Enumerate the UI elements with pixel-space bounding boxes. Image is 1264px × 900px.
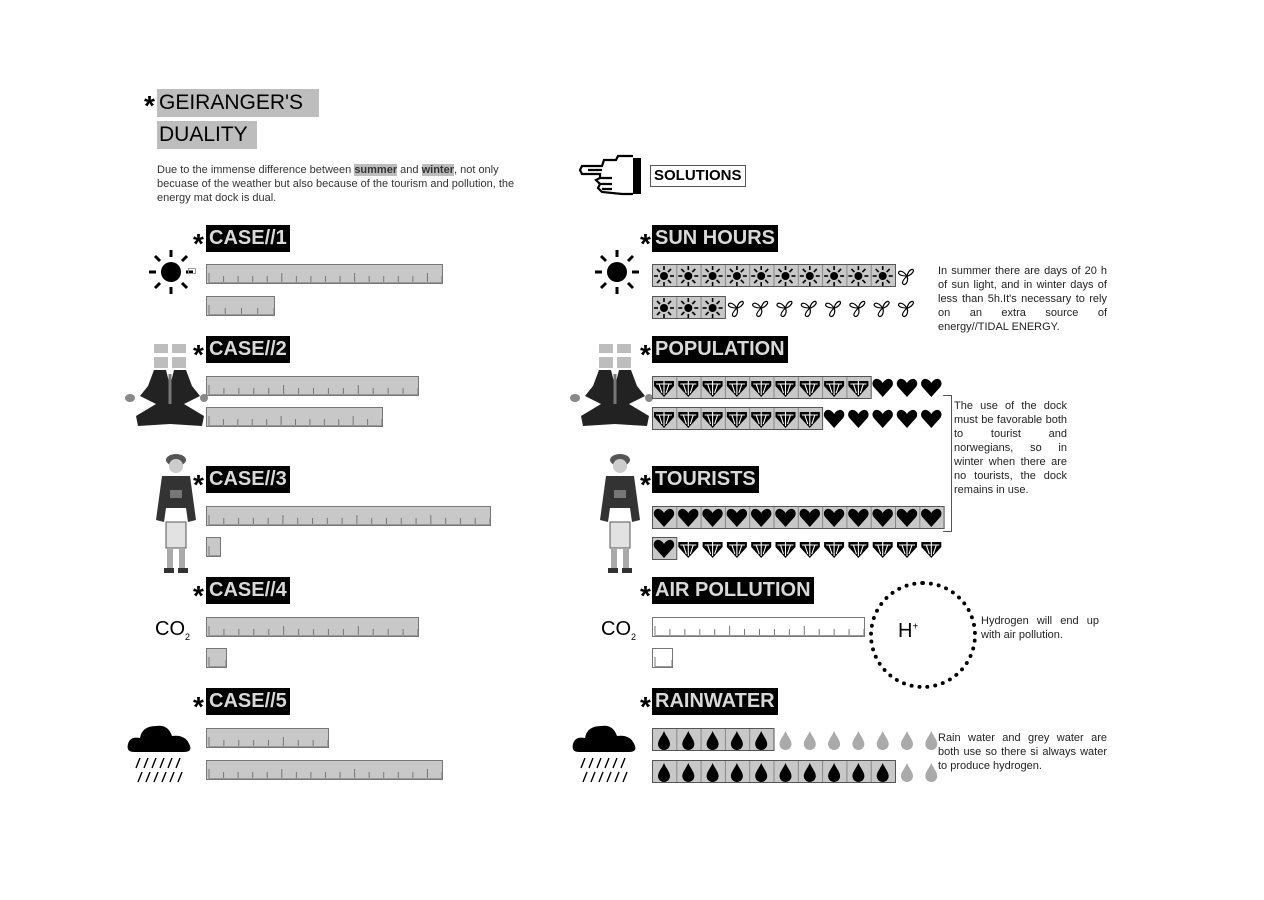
rainwater-winter-row — [652, 760, 942, 784]
propeller-empty-icon — [753, 301, 768, 316]
case-4-winter-bar — [206, 648, 227, 668]
solution-star: * — [640, 580, 651, 611]
small-box-icon — [188, 268, 196, 274]
population-label: POPULATION — [652, 336, 788, 363]
heart-empty-icon — [921, 410, 941, 428]
bar-ticks — [207, 507, 492, 525]
page-title-line2: DUALITY — [157, 121, 257, 149]
intro-part: Due to the immense difference between — [157, 164, 355, 176]
heart-empty-icon — [824, 410, 844, 428]
case-star: * — [193, 469, 204, 500]
intro-part: and — [397, 164, 422, 176]
diamond-empty-icon — [751, 542, 771, 558]
case-3-label: CASE//3 — [206, 466, 290, 493]
sun-filled-icon — [654, 298, 674, 318]
meditating-person-icon — [124, 339, 208, 430]
sun-filled-icon — [776, 266, 796, 286]
rain-cloud-icon — [571, 718, 637, 790]
sun-hours-summer-row — [652, 264, 942, 288]
hydrogen-charge: + — [912, 621, 919, 633]
population-bracket — [943, 395, 952, 532]
bar-ticks — [207, 377, 420, 395]
drop-empty-icon — [780, 731, 792, 750]
rain-cloud-icon — [126, 718, 192, 790]
population-summer-row — [652, 376, 942, 400]
bar-ticks — [207, 618, 420, 636]
icon-row — [652, 296, 924, 320]
propeller-empty-icon — [898, 269, 913, 284]
meditating-person-icon — [569, 339, 653, 430]
solution-star: * — [640, 228, 651, 259]
bar-ticks — [207, 649, 228, 667]
case-3-summer-bar — [206, 506, 491, 526]
diamond-empty-icon — [848, 542, 868, 558]
drop-empty-icon — [828, 731, 840, 750]
propeller-empty-icon — [728, 301, 743, 316]
propeller-empty-icon — [898, 301, 913, 316]
case-2-summer-bar — [206, 376, 419, 396]
icon-row — [652, 264, 924, 288]
case-star: * — [193, 228, 204, 259]
hydrogen-symbol: H — [898, 620, 913, 642]
icon-row — [652, 376, 948, 400]
hydrogen-label — [898, 620, 918, 643]
tourist-icon — [152, 450, 200, 576]
case-2-winter-bar — [206, 407, 383, 427]
heart-empty-icon — [897, 379, 917, 397]
propeller-empty-icon — [874, 301, 889, 316]
bar-ticks — [207, 297, 276, 315]
icon-row — [652, 407, 948, 431]
case-1-winter-bar — [206, 296, 275, 316]
bar-ticks — [207, 761, 444, 779]
case-4-label: CASE//4 — [206, 577, 290, 604]
case-5-label: CASE//5 — [206, 688, 290, 715]
case-2-label: CASE//2 — [206, 336, 290, 363]
title-star: * — [144, 90, 155, 121]
solution-star: * — [640, 469, 651, 500]
summer-highlight: summer — [354, 164, 398, 176]
sun-hours-winter-row — [652, 296, 942, 320]
diamond-empty-icon — [897, 542, 917, 558]
bar-ticks — [207, 408, 384, 426]
case-5-winter-bar — [206, 760, 443, 780]
heart-empty-icon — [848, 410, 868, 428]
air-pollution-note: Hydrogen will end up with air pollution. — [981, 615, 1099, 641]
diamond-empty-icon — [873, 542, 893, 558]
solution-star: * — [640, 691, 651, 722]
winter-highlight: winter — [421, 164, 454, 176]
sun-filled-icon — [654, 266, 674, 286]
sun-hours-note: In summer there are days of 20 h of sun light, and in winter days of less than 5h.It's necessary to rely on an extra source of energy//TIDAL ENERGY. — [938, 265, 1107, 333]
drop-empty-icon — [877, 731, 889, 750]
case-star: * — [193, 580, 204, 611]
case-star: * — [193, 691, 204, 722]
icon-row — [652, 506, 948, 530]
drop-empty-icon — [804, 731, 816, 750]
rainwater-label: RAINWATER — [652, 688, 778, 715]
drop-empty-icon — [901, 763, 913, 782]
diamond-empty-icon — [703, 542, 723, 558]
co2-icon — [155, 618, 190, 642]
rainwater-summer-row — [652, 728, 942, 752]
solution-star: * — [640, 339, 651, 370]
solutions-heading: SOLUTIONS — [650, 165, 746, 187]
heart-empty-icon — [897, 410, 917, 428]
air-pollution-winter-bar — [652, 648, 673, 668]
drop-empty-icon — [925, 763, 937, 782]
case-3-winter-bar — [206, 537, 221, 557]
diamond-empty-icon — [727, 542, 747, 558]
intro-part: , not only becuase of the weather but also because of the tourism and pollution, the energy mat dock is dual. — [157, 164, 515, 204]
air-pollution-label: AIR POLLUTION — [652, 577, 814, 604]
diamond-empty-icon — [776, 542, 796, 558]
co2-sub: 2 — [631, 632, 637, 642]
heart-empty-icon — [921, 379, 941, 397]
propeller-empty-icon — [777, 301, 792, 316]
icon-row — [652, 760, 948, 784]
case-4-summer-bar — [206, 617, 419, 637]
air-pollution-summer-bar — [652, 617, 865, 637]
bar-ticks — [653, 649, 674, 667]
propeller-empty-icon — [826, 301, 841, 316]
tourists-summer-row — [652, 506, 942, 530]
population-winter-row — [652, 407, 942, 431]
bar-ticks — [653, 618, 866, 636]
rainwater-note: Rain water and grey water are both use so there si always water to produce hydrogen. — [938, 732, 1107, 772]
page-title-line1: GEIRANGER'S — [157, 89, 319, 117]
diamond-empty-icon — [800, 542, 820, 558]
propeller-empty-icon — [850, 301, 865, 316]
tourists-winter-row — [652, 537, 942, 561]
icon-row — [652, 537, 948, 561]
diamond-empty-icon — [678, 542, 698, 558]
population-note: The use of the dock must be favorable both to tourist and norwegians, so in winter when there are no tourists, the dock remains in use. — [954, 400, 1067, 496]
case-1-label: CASE//1 — [206, 225, 290, 252]
sun-hours-label: SUN HOURS — [652, 225, 778, 252]
sun-icon — [593, 248, 643, 296]
co2-sub: 2 — [185, 632, 191, 642]
bar-ticks — [207, 538, 222, 556]
bar-ticks — [207, 729, 330, 747]
co2-main: CO — [601, 618, 631, 640]
icon-row — [652, 728, 948, 752]
diamond-empty-icon — [921, 542, 941, 558]
case-star: * — [193, 339, 204, 370]
co2-main: CO — [155, 618, 185, 640]
drop-empty-icon — [925, 731, 937, 750]
case-1-summer-bar — [206, 264, 443, 284]
co2-icon — [601, 618, 636, 642]
heart-empty-icon — [872, 410, 892, 428]
intro-text — [157, 163, 522, 205]
pointing-hand-icon — [578, 152, 642, 198]
tourist-icon — [596, 450, 644, 576]
diamond-empty-icon — [824, 542, 844, 558]
tourists-label: TOURISTS — [652, 466, 759, 493]
case-5-summer-bar — [206, 728, 329, 748]
heart-empty-icon — [872, 379, 892, 397]
drop-empty-icon — [852, 731, 864, 750]
propeller-empty-icon — [801, 301, 816, 316]
bar-ticks — [207, 265, 444, 283]
hydrogen-circle — [869, 581, 977, 689]
drop-empty-icon — [901, 731, 913, 750]
